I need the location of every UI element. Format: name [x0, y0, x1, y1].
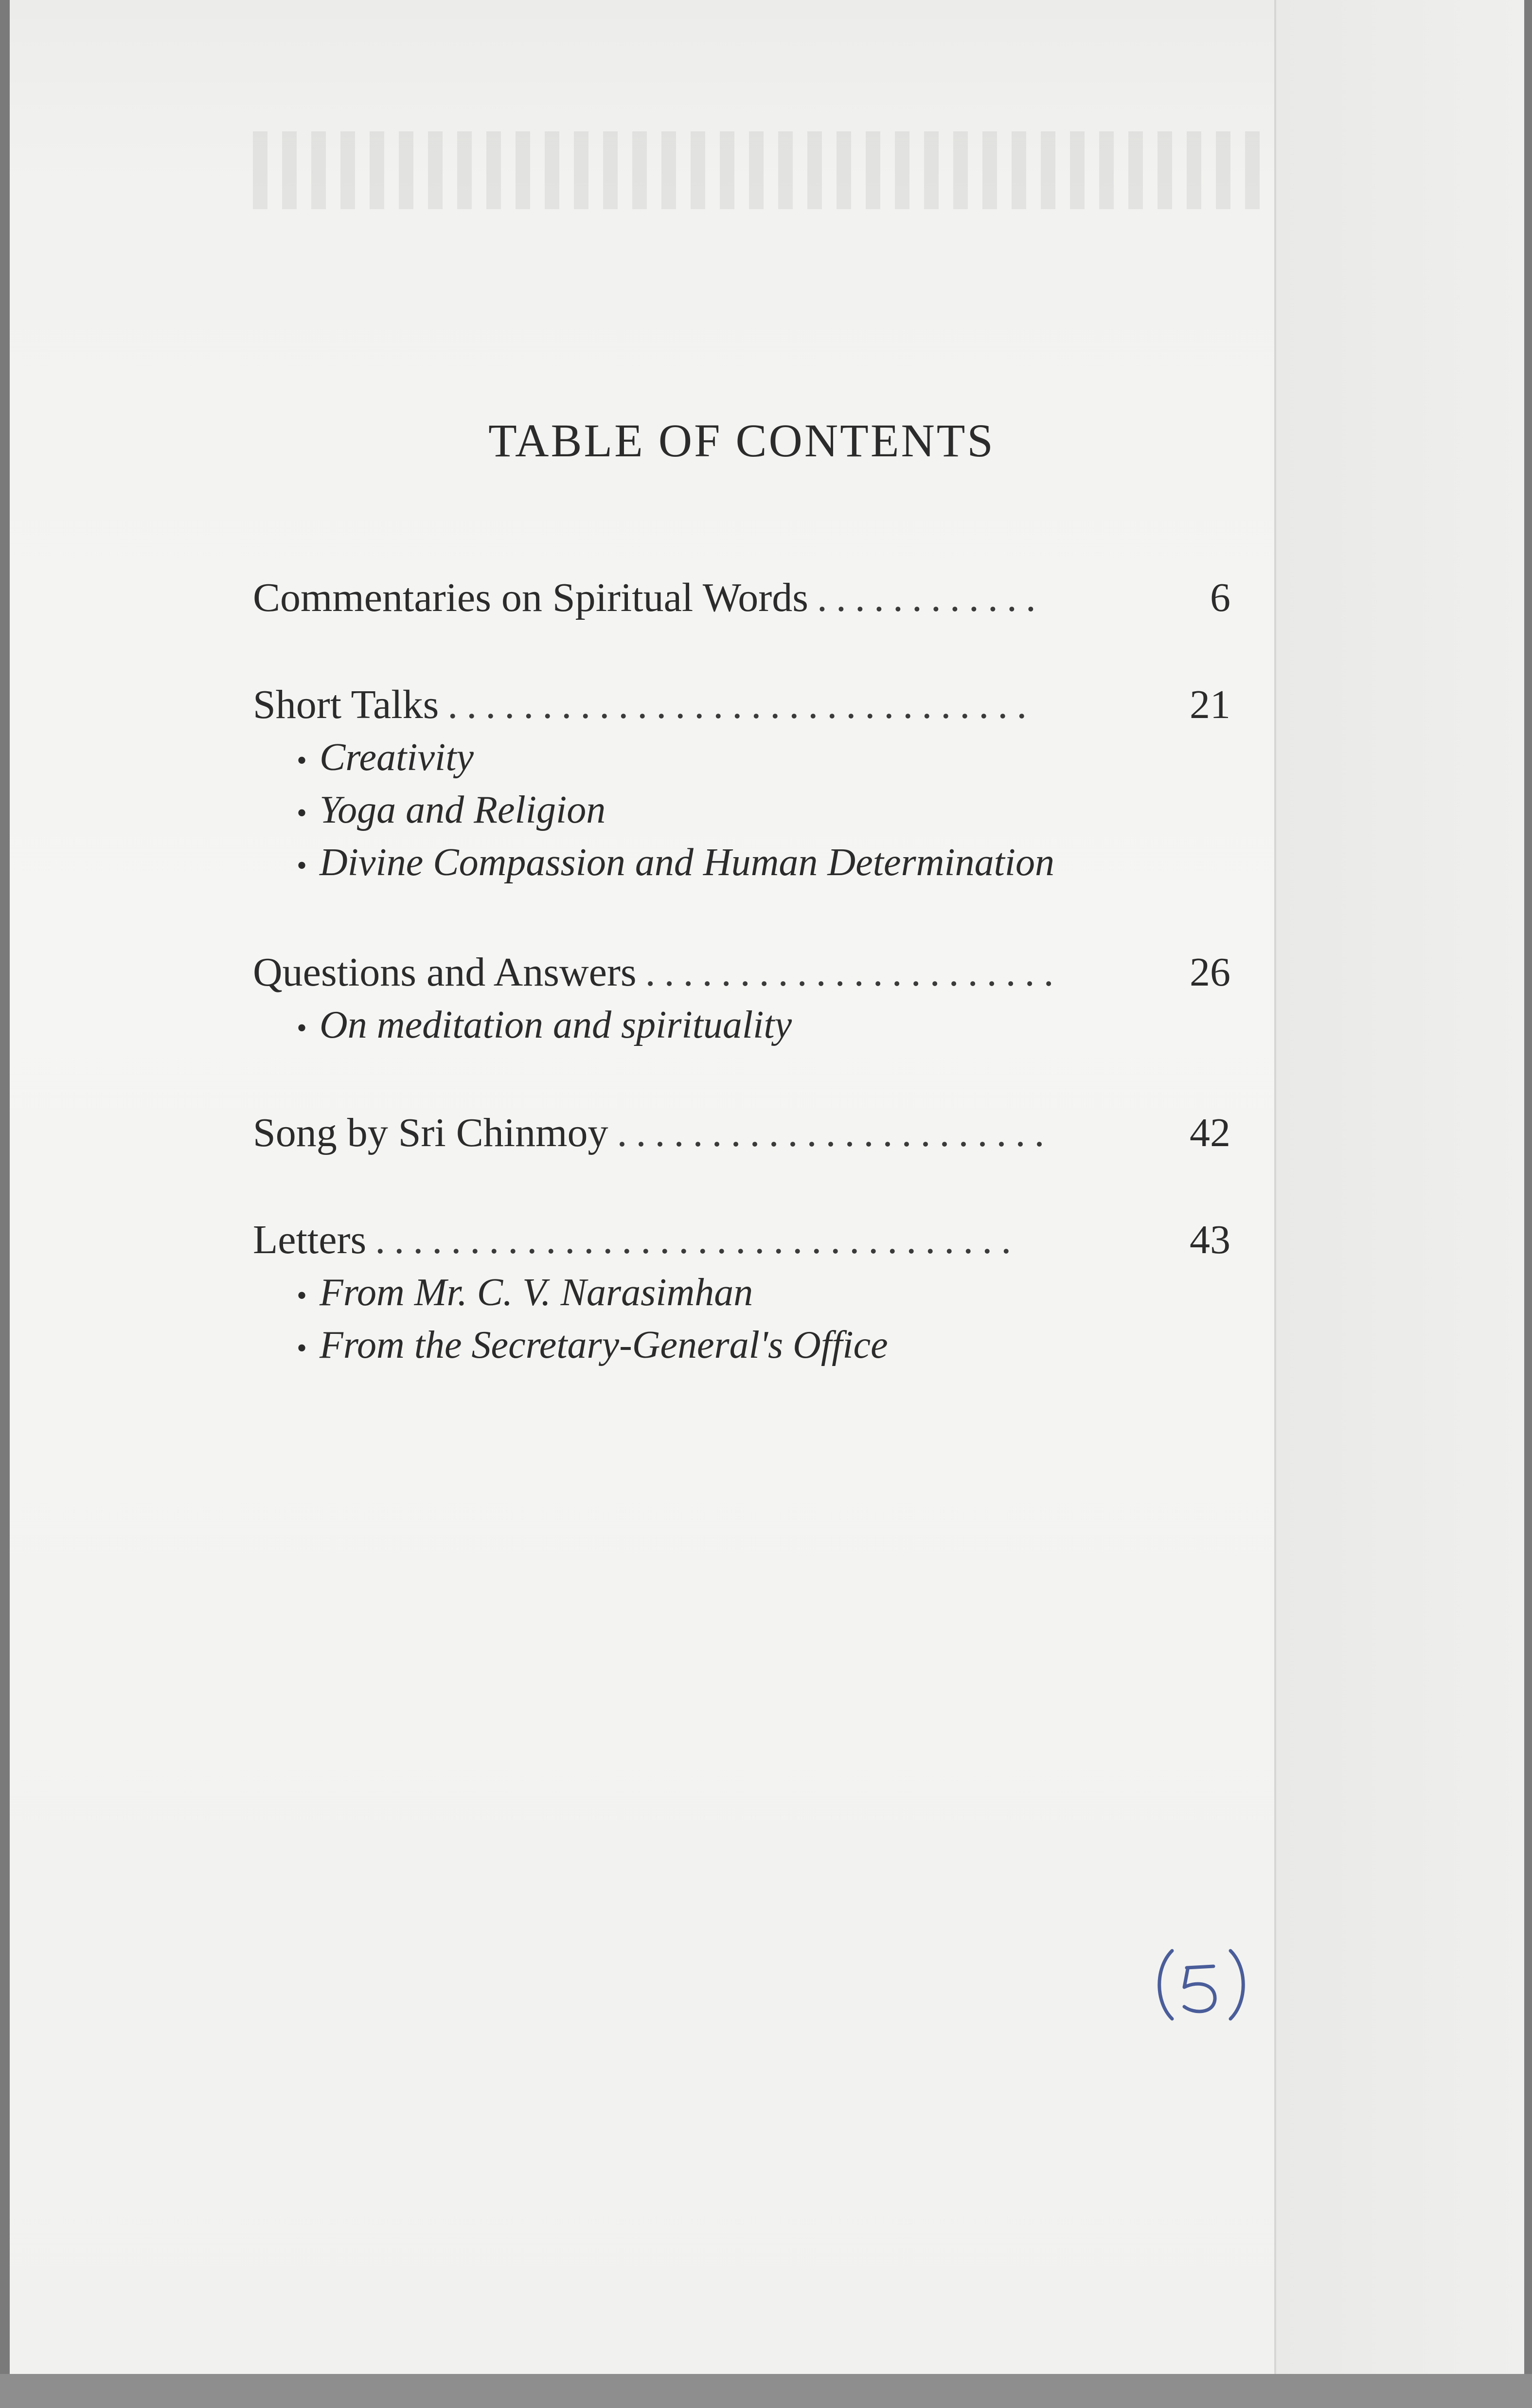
toc-row [253, 574, 1230, 629]
toc-entry-questions [253, 949, 1230, 1056]
toc-subitem [297, 1271, 1230, 1323]
toc-page-number: 6 [1210, 575, 1230, 620]
toc-entry-label: Questions and Answers [253, 950, 637, 995]
toc-leader-dots: ............ [817, 575, 1045, 620]
toc-row [253, 949, 1230, 1003]
toc-subitem-text: Yoga and Religion [320, 789, 606, 831]
toc-subitem-text: From the Secretary-General's Office [320, 1324, 888, 1366]
bullet-icon: • [297, 797, 307, 829]
toc-entry-label: Commentaries on Spiritual Words [253, 575, 808, 620]
toc-page-number: 21 [1190, 682, 1230, 727]
page-title: TABLE OF CONTENTS [488, 414, 995, 467]
toc-entry-letters [253, 1216, 1230, 1376]
toc-subitem-text: From Mr. C. V. Narasimhan [320, 1271, 753, 1314]
bullet-icon: • [297, 1012, 307, 1044]
toc-subitem-text: Divine Compassion and Human Determination [320, 841, 1055, 884]
toc-leader-dots: .................................. [375, 1217, 1020, 1262]
toc-subitem [297, 1323, 1230, 1376]
toc-subitems [253, 1003, 1230, 1056]
scan-bottom-margin [0, 2374, 1532, 2408]
toc-leader-dots: ............................... [447, 682, 1036, 727]
bullet-icon: • [297, 744, 307, 776]
toc-subitem [297, 736, 1230, 788]
toc-leader-dots: ....................... [617, 1110, 1053, 1155]
toc-subitems [253, 1271, 1230, 1376]
toc-subitem-text: On meditation and spirituality [320, 1004, 792, 1046]
toc-entry-label: Letters [253, 1217, 367, 1262]
toc-subitems [253, 736, 1230, 893]
toc-subitem [297, 788, 1230, 841]
toc-page-number: 42 [1190, 1110, 1230, 1155]
toc-subitem [297, 1003, 1230, 1056]
toc-entry-commentaries [253, 574, 1230, 629]
toc-entry-label: Short Talks [253, 682, 439, 727]
toc-page-number: 26 [1190, 950, 1230, 995]
toc-entry-song [253, 1109, 1230, 1164]
toc-leader-dots: ...................... [645, 950, 1063, 995]
toc-page-number: 43 [1190, 1217, 1230, 1262]
toc-subitem-text: Creativity [320, 736, 474, 779]
bullet-icon: • [297, 1332, 307, 1364]
toc-row [253, 681, 1230, 736]
underlying-page-edge [1274, 0, 1524, 2398]
page-sheet [10, 0, 1274, 2374]
toc-entry-short-talks [253, 681, 1230, 893]
bullet-icon: • [297, 849, 307, 881]
toc-entry-label: Song by Sri Chinmoy [253, 1110, 608, 1155]
toc-row [253, 1109, 1230, 1164]
toc-row [253, 1216, 1230, 1271]
handwritten-page-number [1153, 1941, 1250, 2029]
toc-subitem [297, 841, 1230, 893]
bullet-icon: • [297, 1279, 307, 1312]
show-through-text [253, 131, 1274, 209]
